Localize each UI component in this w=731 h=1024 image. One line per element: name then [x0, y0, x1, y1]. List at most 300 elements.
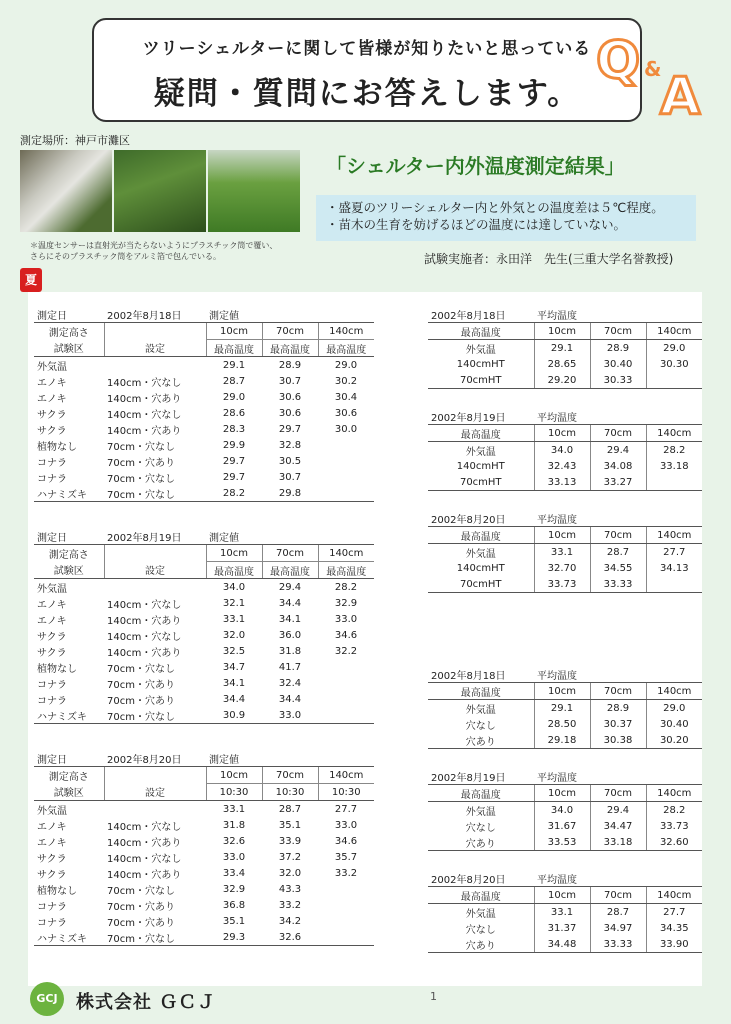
table-cell: 33.0 [222, 851, 246, 863]
table-cell [318, 897, 374, 913]
table-cell: 測定値 [206, 750, 374, 767]
table-row [428, 716, 702, 732]
table-row [428, 700, 702, 717]
table-cell: 2002年8月20日 [104, 750, 206, 767]
table-cell: 70cm・穴なし [107, 885, 175, 897]
table-cell: 外気温 [465, 548, 496, 560]
table-row [34, 469, 374, 485]
measurement-table [34, 528, 374, 724]
table-row [428, 818, 702, 834]
result-title: 「シェルター内外温度測定結果」 [326, 154, 625, 178]
table-cell: 33.73 [534, 576, 590, 593]
table-cell: 28.6 [222, 407, 246, 419]
table-cell: 33.1 [534, 904, 590, 921]
table-cell: 29.0 [222, 391, 246, 403]
table-header-row [34, 340, 374, 357]
photo-slope [208, 150, 300, 232]
table-header-row [428, 785, 702, 802]
table-cell: 最高温度 [428, 887, 534, 904]
table-cell: 平均温度 [534, 408, 702, 425]
table-cell: 34.4 [222, 693, 246, 705]
table-cell: 30.9 [206, 707, 262, 724]
table-cell: 30.2 [334, 375, 358, 387]
table-cell: 29.1 [534, 340, 590, 357]
table-header-row [34, 545, 374, 562]
table-cell: 外気温 [465, 908, 496, 920]
table-cell: 27.7 [334, 803, 358, 815]
qa-logo [594, 26, 724, 122]
table-cell: 2002年8月18日 [428, 666, 534, 683]
table-row [428, 732, 702, 749]
table-cell: 30.6 [278, 391, 302, 403]
table-cell: 140cm [646, 323, 702, 340]
table-cell: 36.8 [222, 899, 246, 911]
table-cell: 70cm・穴あり [107, 679, 175, 691]
table-cell: 穴なし [465, 822, 496, 834]
table-cell: 29.7 [222, 455, 246, 467]
table-cell: 70cm [590, 887, 646, 904]
table-cell: 140cm・穴なし [107, 853, 182, 865]
table-cell: ハナミズキ [34, 485, 104, 502]
table-cell: コナラ [37, 901, 67, 913]
table-cell: 70cm・穴あり [107, 901, 175, 913]
table-cell: 140cm・穴あり [107, 615, 182, 627]
table-cell: 設定 [104, 562, 206, 579]
table-row [34, 357, 374, 374]
table-cell: 2002年8月18日 [104, 306, 206, 323]
table-cell: 34.48 [534, 936, 590, 953]
table-cell: 140cm [646, 425, 702, 442]
table-cell: 70cm・穴なし [104, 929, 206, 946]
table-cell: 最高温度 [318, 340, 374, 357]
table-cell: 70cm [262, 545, 318, 562]
table-cell: 28.7 [278, 803, 302, 815]
table-cell: 10cm [206, 545, 262, 562]
table-row [428, 576, 702, 593]
table-cell: 28.9 [590, 340, 646, 357]
table-cell: 35.1 [278, 819, 302, 831]
table-cell: 70cm・穴なし [104, 485, 206, 502]
table-cell: 32.70 [534, 560, 590, 576]
table-cell: 外気温 [465, 704, 496, 716]
average-table [428, 870, 702, 953]
table-cell: 外気温 [465, 446, 496, 458]
summary-box [316, 195, 696, 241]
table-cell: 29.3 [206, 929, 262, 946]
average-table [428, 768, 702, 851]
season-badge: 夏 [20, 268, 42, 292]
table-cell: 最高温度 [318, 562, 374, 579]
table-cell: 28.2 [646, 442, 702, 459]
table-cell [318, 485, 374, 502]
average-table [428, 666, 702, 749]
table-cell: 最高温度 [206, 340, 262, 357]
table-cell: 140cm [318, 767, 374, 784]
table-cell: 10cm [534, 527, 590, 544]
table-cell: 28.2 [334, 581, 358, 593]
table-cell: 34.6 [334, 835, 358, 847]
table-cell: 140cmHT [456, 562, 505, 574]
table-cell: 32.9 [222, 883, 246, 895]
table-cell: 10cm [534, 323, 590, 340]
table-row [34, 707, 374, 724]
table-row [34, 881, 374, 897]
table-cell: 31.37 [534, 920, 590, 936]
table-cell: 70cm [590, 527, 646, 544]
table-row [428, 560, 702, 576]
table-cell: 34.1 [222, 677, 246, 689]
table-cell: エノキ [37, 821, 67, 833]
table-header-row [34, 784, 374, 801]
average-table [428, 510, 702, 593]
table-cell: 32.60 [646, 834, 702, 851]
table-cell: 140cm・穴なし [107, 821, 182, 833]
table-cell: 140cm・穴なし [107, 631, 182, 643]
table-row [428, 920, 702, 936]
table-cell [646, 372, 702, 389]
table-cell: 10cm [534, 887, 590, 904]
table-cell: コナラ [37, 679, 67, 691]
table-cell: 34.0 [534, 442, 590, 459]
photo-shelter [20, 150, 112, 232]
table-cell: 140cm・穴あり [107, 837, 182, 849]
table-cell: サクラ [37, 647, 67, 659]
table-row [34, 389, 374, 405]
table-cell: 34.2 [278, 915, 302, 927]
table-row [428, 458, 702, 474]
table-cell: 29.9 [222, 439, 246, 451]
table-cell: 33.2 [278, 899, 302, 911]
table-row [428, 544, 702, 561]
table-cell: 28.50 [534, 716, 590, 732]
table-cell: 33.0 [334, 613, 358, 625]
table-cell: 2002年8月19日 [104, 528, 206, 545]
table-cell: 32.5 [222, 645, 246, 657]
table-cell: コナラ [37, 695, 67, 707]
table-cell [646, 474, 702, 491]
table-cell: 29.20 [534, 372, 590, 389]
table-cell: 30.40 [590, 356, 646, 372]
table-cell: 33.1 [222, 803, 246, 815]
table-cell: エノキ [37, 599, 67, 611]
table-cell: 32.6 [222, 835, 246, 847]
table-row [34, 405, 374, 421]
table-caption [428, 408, 702, 425]
table-cell: 最高温度 [428, 527, 534, 544]
table-row [428, 802, 702, 819]
table-row [34, 421, 374, 437]
table-cell [104, 801, 206, 818]
table-cell: 2002年8月19日 [428, 408, 534, 425]
table-cell: 140cm・穴あり [107, 869, 182, 881]
table-cell: 27.7 [646, 544, 702, 561]
table-cell: 最高温度 [428, 425, 534, 442]
table-cell [646, 576, 702, 593]
table-cell [104, 767, 206, 784]
table-cell: 33.53 [534, 834, 590, 851]
table-row [428, 442, 702, 459]
table-cell: 43.3 [278, 883, 302, 895]
table-cell: 34.13 [646, 560, 702, 576]
table-cell [318, 453, 374, 469]
table-cell: 33.1 [534, 544, 590, 561]
table-cell: 外気温 [37, 805, 67, 817]
table-cell: 穴あり [428, 834, 534, 851]
table-cell: 41.7 [278, 661, 302, 673]
table-cell: 測定値 [206, 306, 374, 323]
table-cell: 10:30 [318, 784, 374, 801]
company-name: 株式会社 ＧＣＪ [76, 992, 217, 1013]
table-cell: 10cm [206, 323, 262, 340]
table-cell: 29.18 [534, 732, 590, 749]
table-cell: 33.13 [534, 474, 590, 491]
table-cell [104, 357, 206, 374]
table-row [34, 611, 374, 627]
table-cell: 140cm・穴なし [107, 599, 182, 611]
table-cell: 34.97 [590, 920, 646, 936]
table-cell: 最高温度 [206, 562, 262, 579]
table-cell: サクラ [37, 853, 67, 865]
photo-strip [20, 150, 300, 232]
table-cell: エノキ [37, 377, 67, 389]
company-logo: GCJ [30, 982, 64, 1016]
svg-text:A: A [660, 67, 701, 122]
table-caption [428, 768, 702, 785]
table-cell: 28.7 [590, 544, 646, 561]
table-cell: 32.8 [278, 439, 302, 451]
table-cell: 30.33 [590, 372, 646, 389]
table-cell: 33.0 [262, 707, 318, 724]
table-cell: 34.08 [590, 458, 646, 474]
table-cell: 34.4 [278, 597, 302, 609]
table-cell: 70cm [262, 323, 318, 340]
table-cell: 35.7 [334, 851, 358, 863]
table-cell: 平均温度 [534, 768, 702, 785]
table-caption [428, 870, 702, 887]
table-cell: 10:30 [262, 784, 318, 801]
table-cell: 33.0 [334, 819, 358, 831]
average-table [428, 408, 702, 491]
table-cell: 33.18 [646, 458, 702, 474]
table-cell: 70cm [590, 785, 646, 802]
table-cell: 最高温度 [262, 340, 318, 357]
table-cell: 34.7 [222, 661, 246, 673]
table-cell: 穴あり [428, 936, 534, 953]
svg-text:Q: Q [596, 31, 641, 91]
table-cell [318, 881, 374, 897]
table-header-row [428, 527, 702, 544]
table-cell: 30.5 [278, 455, 302, 467]
table-cell: 70cm [590, 425, 646, 442]
footer [30, 982, 690, 1018]
table-header-row [428, 323, 702, 340]
table-cell: 28.7 [222, 375, 246, 387]
table-row [34, 643, 374, 659]
table-cell: 33.4 [222, 867, 246, 879]
table-cell: 30.30 [646, 356, 702, 372]
table-cell: エノキ [37, 615, 67, 627]
table-cell: 70cm・穴あり [107, 917, 175, 929]
table-header-row [428, 887, 702, 904]
table-cell: 植物なし [37, 441, 77, 453]
table-cell: 36.0 [278, 629, 302, 641]
table-cell: 10cm [534, 785, 590, 802]
table-cell: 29.0 [646, 700, 702, 717]
table-cell: エノキ [37, 393, 67, 405]
table-cell: コナラ [37, 457, 67, 469]
table-cell: 32.43 [534, 458, 590, 474]
table-cell: 30.4 [334, 391, 358, 403]
table-cell [104, 323, 206, 340]
table-cell: 10cm [206, 767, 262, 784]
photo-forest [114, 150, 206, 232]
table-cell: 28.9 [590, 700, 646, 717]
table-cell: 最高温度 [262, 562, 318, 579]
table-cell: 140cm・穴あり [107, 425, 182, 437]
table-cell: 外気温 [37, 583, 67, 595]
table-cell: 27.7 [646, 904, 702, 921]
summary-line-2: ・苗木の生育を妨げるほどの温度には達していない。 [326, 217, 627, 232]
measurement-table [34, 306, 374, 502]
table-cell: 平均温度 [534, 870, 702, 887]
photo-note: ＊温度センサーは直射光が当たらないようにプラスチック筒で覆い、 さらにそのプラスチック筒をアルミ箔で包んでいる。 [30, 241, 278, 261]
table-cell: 140cm [646, 785, 702, 802]
svg-text:&: & [644, 57, 662, 81]
measurement-place: 測定場所：神戸市灘区 [20, 134, 130, 147]
table-cell: 140cm・穴あり [107, 393, 182, 405]
table-cell: 34.4 [278, 693, 302, 705]
table-row [34, 485, 374, 502]
table-row [34, 453, 374, 469]
table-row [428, 474, 702, 491]
table-cell: 32.1 [222, 597, 246, 609]
table-cell: 70cmHT [428, 372, 534, 389]
table-row [34, 659, 374, 675]
table-row [34, 675, 374, 691]
table-cell: 140cm [646, 527, 702, 544]
table-cell: サクラ [37, 425, 67, 437]
table-header-row [428, 425, 702, 442]
table-cell: 34.6 [334, 629, 358, 641]
table-cell: 29.7 [222, 471, 246, 483]
table-cell: 30.37 [590, 716, 646, 732]
table-row [34, 897, 374, 913]
table-cell: 34.0 [222, 581, 246, 593]
table-cell: 140cm [318, 323, 374, 340]
table-cell: 10cm [534, 683, 590, 700]
table-caption [428, 666, 702, 683]
table-cell [318, 659, 374, 675]
table-cell: 29.0 [646, 340, 702, 357]
table-cell: 設定 [104, 340, 206, 357]
table-cell: 34.35 [646, 920, 702, 936]
table-cell: 30.7 [278, 471, 302, 483]
table-cell [318, 707, 374, 724]
table-cell: 外気温 [465, 806, 496, 818]
table-cell: 30.40 [646, 716, 702, 732]
table-row [34, 373, 374, 389]
table-cell: 2002年8月18日 [428, 306, 534, 323]
table-row [34, 437, 374, 453]
table-cell: サクラ [37, 869, 67, 881]
table-cell: 34.55 [590, 560, 646, 576]
table-row [428, 834, 702, 851]
table-header-row [34, 767, 374, 784]
table-cell: 測定値 [206, 528, 374, 545]
table-cell: 140cm [646, 887, 702, 904]
table-cell: 28.2 [646, 802, 702, 819]
table-cell: 70cm・穴なし [107, 441, 175, 453]
table-row [34, 595, 374, 611]
table-cell: 30.0 [334, 423, 358, 435]
measurement-table [34, 750, 374, 946]
table-cell: 穴なし [465, 720, 496, 732]
table-cell: 測定高さ [48, 549, 89, 561]
table-cell: 平均温度 [534, 510, 702, 527]
table-cell: 140cm [318, 545, 374, 562]
table-cell: コナラ [37, 917, 67, 929]
table-cell: 29.1 [534, 700, 590, 717]
header-box [92, 18, 642, 122]
table-cell: 測定日 [34, 750, 104, 767]
table-cell [318, 675, 374, 691]
table-caption [428, 510, 702, 527]
table-cell: 2002年8月20日 [428, 870, 534, 887]
table-row [34, 929, 374, 946]
table-row [34, 627, 374, 643]
table-cell: 30.38 [590, 732, 646, 749]
table-cell: サクラ [37, 631, 67, 643]
table-cell: 32.0 [222, 629, 246, 641]
table-cell: 140cm・穴なし [107, 409, 182, 421]
table-cell: 外気温 [465, 344, 496, 356]
table-cell: 29.0 [334, 359, 358, 371]
table-cell: 29.4 [278, 581, 302, 593]
table-cell: 33.27 [590, 474, 646, 491]
table-cell: 10:30 [206, 784, 262, 801]
table-cell: 測定日 [34, 306, 104, 323]
table-caption [428, 306, 702, 323]
table-cell: 試験区 [34, 562, 104, 579]
table-cell: 29.4 [590, 442, 646, 459]
table-cell: 29.7 [278, 423, 302, 435]
table-cell: ハナミズキ [34, 929, 104, 946]
table-cell: 32.4 [278, 677, 302, 689]
table-cell: 28.65 [534, 356, 590, 372]
table-caption [34, 750, 374, 767]
table-row [428, 356, 702, 372]
table-cell: 外気温 [37, 361, 67, 373]
table-cell: 28.7 [590, 904, 646, 921]
table-cell [318, 437, 374, 453]
table-cell: 140cm・穴あり [107, 647, 182, 659]
table-cell: 70cm・穴あり [107, 695, 175, 707]
table-cell: 140cm・穴なし [107, 377, 182, 389]
table-cell: 植物なし [37, 885, 77, 897]
table-cell: 70cm [262, 767, 318, 784]
table-cell: 33.33 [590, 936, 646, 953]
table-cell: 30.20 [646, 732, 702, 749]
table-cell: 140cmHT [456, 358, 505, 370]
table-cell: 31.8 [222, 819, 246, 831]
table-cell: 28.2 [206, 485, 262, 502]
table-cell: 29.1 [222, 359, 246, 371]
table-cell: 70cmHT [428, 474, 534, 491]
tester-credit: 試験実施者：永田洋 先生(三重大学名誉教授) [424, 252, 674, 266]
table-cell: 34.0 [534, 802, 590, 819]
table-cell: 70cm・穴なし [107, 663, 175, 675]
table-cell: 34.1 [278, 613, 302, 625]
